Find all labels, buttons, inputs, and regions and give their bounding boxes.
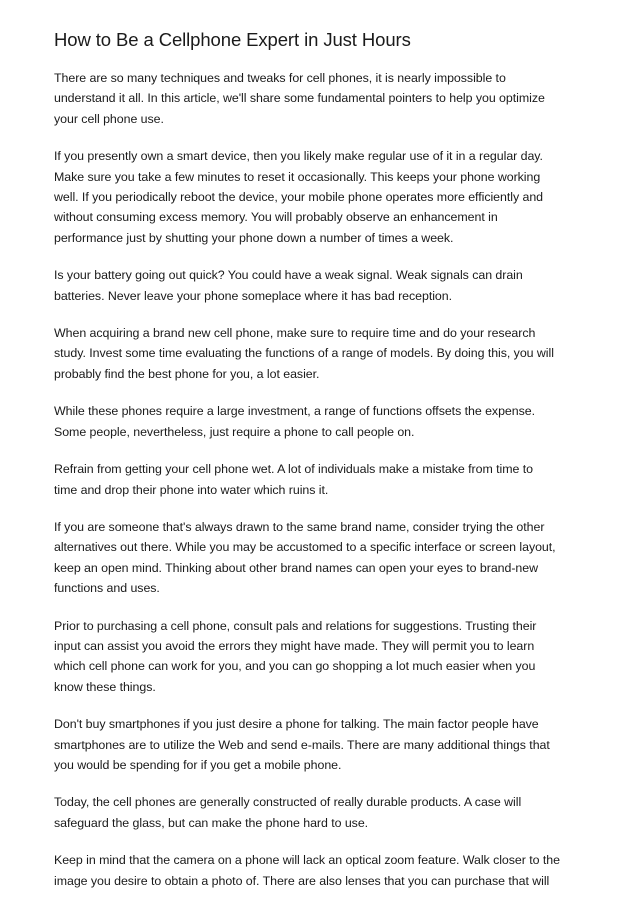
text-line: Prior to purchasing a cell phone, consult pals and relations for suggestions. Trusting their [54, 618, 537, 633]
text-line: keep an open mind. Thinking about other brand names can open your eyes to brand-new [54, 560, 538, 575]
text-line: time and drop their phone into water which ruins it. [54, 482, 329, 497]
text-line: Don't buy smartphones if you just desire a phone for talking. The main factor people have [54, 717, 539, 732]
text-line: you would be spending for if you get a mobile phone. [54, 757, 342, 772]
text-line: input can assist you avoid the errors they might have made. They will permit you to learn [54, 638, 535, 653]
paragraph [54, 459, 590, 500]
text-line: Some people, nevertheless, just require a phone to call people on. [54, 424, 415, 439]
text-line: Is your battery going out quick? You could have a weak signal. Weak signals can drain [54, 268, 523, 283]
text-line: When acquiring a brand new cell phone, make sure to require time and do your research [54, 326, 536, 341]
paragraph [54, 146, 590, 248]
text-line: without consuming excess memory. You will probably observe an enhancement in [54, 210, 498, 225]
text-line: Refrain from getting your cell phone wet. A lot of individuals make a mistake from time to [54, 462, 533, 477]
paragraph [54, 714, 590, 775]
text-line: While these phones require a large investment, a range of functions offsets the expense. [54, 404, 535, 419]
paragraph [54, 323, 590, 384]
text-line: Keep in mind that the camera on a phone will lack an optical zoom feature. Walk closer to the [54, 853, 560, 868]
text-line: functions and uses. [54, 581, 160, 596]
document-page [54, 28, 590, 908]
text-line: safeguard the glass, but can make the phone hard to use. [54, 815, 369, 830]
text-line: smartphones are to utilize the Web and send e-mails. There are many additional things that [54, 737, 550, 752]
paragraph [54, 265, 590, 306]
text-line: If you presently own a smart device, then you likely make regular use of it in a regular day. [54, 149, 543, 164]
text-line: performance just by shutting your phone down a number of times a week. [54, 230, 454, 245]
paragraph [54, 68, 590, 129]
text-line: know these things. [54, 679, 156, 694]
text-line: probably find the best phone for you, a lot easier. [54, 366, 320, 381]
text-line: batteries. Never leave your phone someplace where it has bad reception. [54, 288, 453, 303]
text-line: your cell phone use. [54, 111, 164, 126]
paragraph [54, 517, 590, 599]
text-line: There are so many techniques and tweaks for cell phones, it is nearly impossible to [54, 71, 506, 85]
paragraph [54, 616, 590, 698]
text-line: Today, the cell phones are generally constructed of really durable products. A case will [54, 795, 522, 810]
text-line: well. If you periodically reboot the device, your mobile phone operates more efficiently and [54, 190, 544, 205]
text-line: which cell phone can work for you, and you can go shopping a lot much easier when you [54, 659, 536, 674]
paragraph [54, 850, 590, 891]
paragraph [54, 401, 590, 442]
text-line: understand it all. In this article, we'll share some fundamental pointers to help you optimize [54, 91, 545, 106]
text-line: study. Invest some time evaluating the functions of a range of models. By doing this, you will [54, 346, 554, 361]
document-body [54, 68, 590, 891]
document-title: How to Be a Cellphone Expert in Just Hours [54, 29, 411, 50]
text-line: alternatives out there. While you may be accustomed to a specific interface or screen layout, [54, 540, 556, 555]
text-line: Make sure you take a few minutes to reset it occasionally. This keeps your phone working [54, 169, 541, 184]
text-line: image you desire to obtain a photo of. There are also lenses that you can purchase that will [54, 873, 550, 888]
text-line: If you are someone that's always drawn to the same brand name, consider trying the other [54, 519, 545, 534]
paragraph [54, 792, 590, 833]
